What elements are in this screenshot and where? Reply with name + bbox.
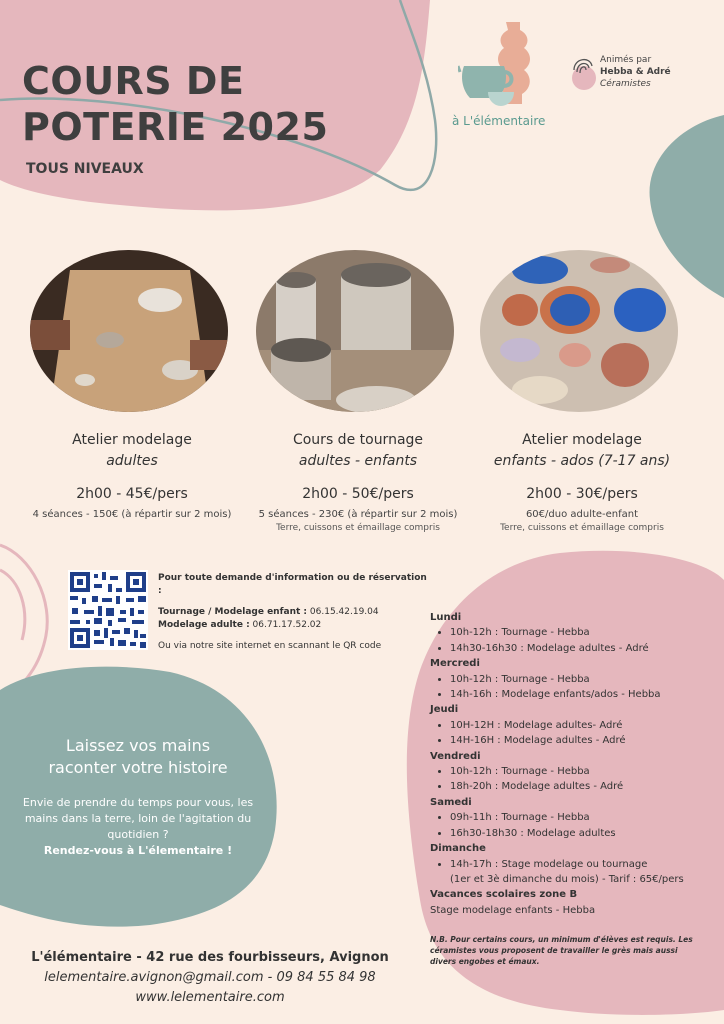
title-line-1: COURS DE [22, 59, 245, 103]
animator-role: Céramistes [600, 79, 651, 89]
phone-2[interactable]: 06.71.17.52.02 [252, 620, 322, 630]
course-2-extra: Terre, cuissons et émaillage compris [276, 523, 440, 533]
logo-text: à L'élémentaire [452, 114, 546, 128]
photo-modelage-adultes [30, 250, 228, 412]
course-3-price: 2h00 - 30€/pers [526, 486, 638, 502]
slot: • 14h-16h : Modelage enfants/ados - Hebba [450, 687, 700, 702]
slot: • 10h-12h : Tournage - Hebba [450, 625, 700, 640]
slot-vacances: Stage modelage enfants - Hebba [430, 904, 596, 916]
slot: • 18h-20h : Modelage adultes - Adré [450, 779, 700, 794]
footer-website[interactable]: www.lelementaire.com [135, 990, 285, 1005]
course-2-name: Cours de tournage [292, 432, 424, 448]
day-vendredi: Vendredi [430, 750, 481, 762]
day-lundi: Lundi [430, 612, 462, 623]
note: N.B. Pour certains cours, un minimum d'élèves est requis. Les céramistes vous proposent de travailler le grès mais aussi divers engobes et émaux. [430, 935, 693, 966]
day-samedi: Samedi [430, 796, 472, 808]
course-3 [470, 430, 694, 535]
contact-info [158, 572, 428, 653]
course-3-audience: enfants - ados (7-17 ans) [493, 453, 671, 469]
footer-address: L'élémentaire - 42 rue des fourbisseurs, Avignon [31, 950, 389, 965]
slot: • 09h-11h : Tournage - Hebba [450, 810, 700, 825]
qr-code[interactable] [68, 570, 148, 650]
pottery-logo-icon [458, 20, 548, 112]
spiral-logo-icon [570, 52, 598, 92]
slogan-line-2: raconter votre histoire [48, 758, 228, 777]
course-3-name: Atelier modelage [522, 432, 642, 448]
animated-by: Animés par [600, 55, 652, 65]
footer [30, 948, 390, 1008]
course-2 [246, 430, 470, 535]
photo-tournage [256, 250, 454, 412]
footer-contact[interactable]: lelementaire.avignon@gmail.com - 09 84 55 84 98 [44, 970, 376, 985]
phone-1[interactable]: 06.15.42.19.04 [309, 607, 379, 617]
slot: • 14h30-16h30 : Modelage adultes - Adré [450, 641, 700, 656]
day-dimanche: Dimanche [430, 843, 486, 855]
photo-modelage-enfants [480, 250, 678, 412]
title-line-2: POTERIE 2025 [22, 105, 329, 149]
course-1-detail: 4 séances - 150€ (à répartir sur 2 mois) [32, 509, 232, 520]
course-2-price: 2h00 - 50€/pers [302, 486, 414, 502]
course-1-audience: adultes [106, 453, 158, 469]
slot: • 14h-17h : Stage modelage ou tournage (1er et 3è dimanche du mois) - Tarif : 65€/pers [450, 857, 700, 888]
slot: • 10H-12H : Modelage adultes- Adré [450, 718, 700, 733]
course-3-extra: Terre, cuissons et émaillage compris [500, 523, 664, 533]
contact-line-2: Modelage adulte : 06.71.17.52.02 [158, 620, 322, 630]
course-2-audience: adultes - enfants [298, 453, 418, 469]
contact-line-1: Tournage / Modelage enfant : 06.15.42.19.04 [158, 607, 379, 617]
slogan-text: Envie de prendre du temps pour vous, les mains dans la terre, loin de l'agitation du quotidien ? [22, 796, 254, 841]
schedule [430, 610, 700, 918]
slogan-line-1: Laissez vos mains [65, 736, 211, 755]
slogan-block [18, 735, 258, 859]
course-1-name: Atelier modelage [72, 432, 192, 448]
slogan-cta: Rendez-vous à L'élementaire ! [43, 844, 233, 857]
page-title [22, 58, 328, 150]
slot: • 16h30-18h30 : Modelage adultes [450, 826, 700, 841]
slot: • 10h-12h : Tournage - Hebba [450, 672, 700, 687]
course-2-detail: 5 séances - 230€ (à répartir sur 2 mois) [258, 509, 458, 520]
day-vacances: Vacances scolaires zone B [430, 889, 578, 901]
day-mercredi: Mercredi [430, 658, 480, 670]
contact-line-3: Ou via notre site internet en scannant le QR code [158, 641, 382, 651]
animator-names: Hebba & Adré [600, 67, 671, 77]
subtitle: TOUS NIVEAUX [26, 161, 144, 177]
course-1 [20, 430, 244, 522]
contact-heading: Pour toute demande d'information ou de réservation : [158, 573, 427, 596]
slot: • 14H-16H : Modelage adultes - Adré [450, 733, 700, 748]
animators [600, 54, 671, 90]
course-1-price: 2h00 - 45€/pers [76, 486, 188, 502]
slot: • 10h-12h : Tournage - Hebba [450, 764, 700, 779]
course-3-detail: 60€/duo adulte-enfant [525, 509, 639, 520]
day-jeudi: Jeudi [430, 704, 459, 716]
